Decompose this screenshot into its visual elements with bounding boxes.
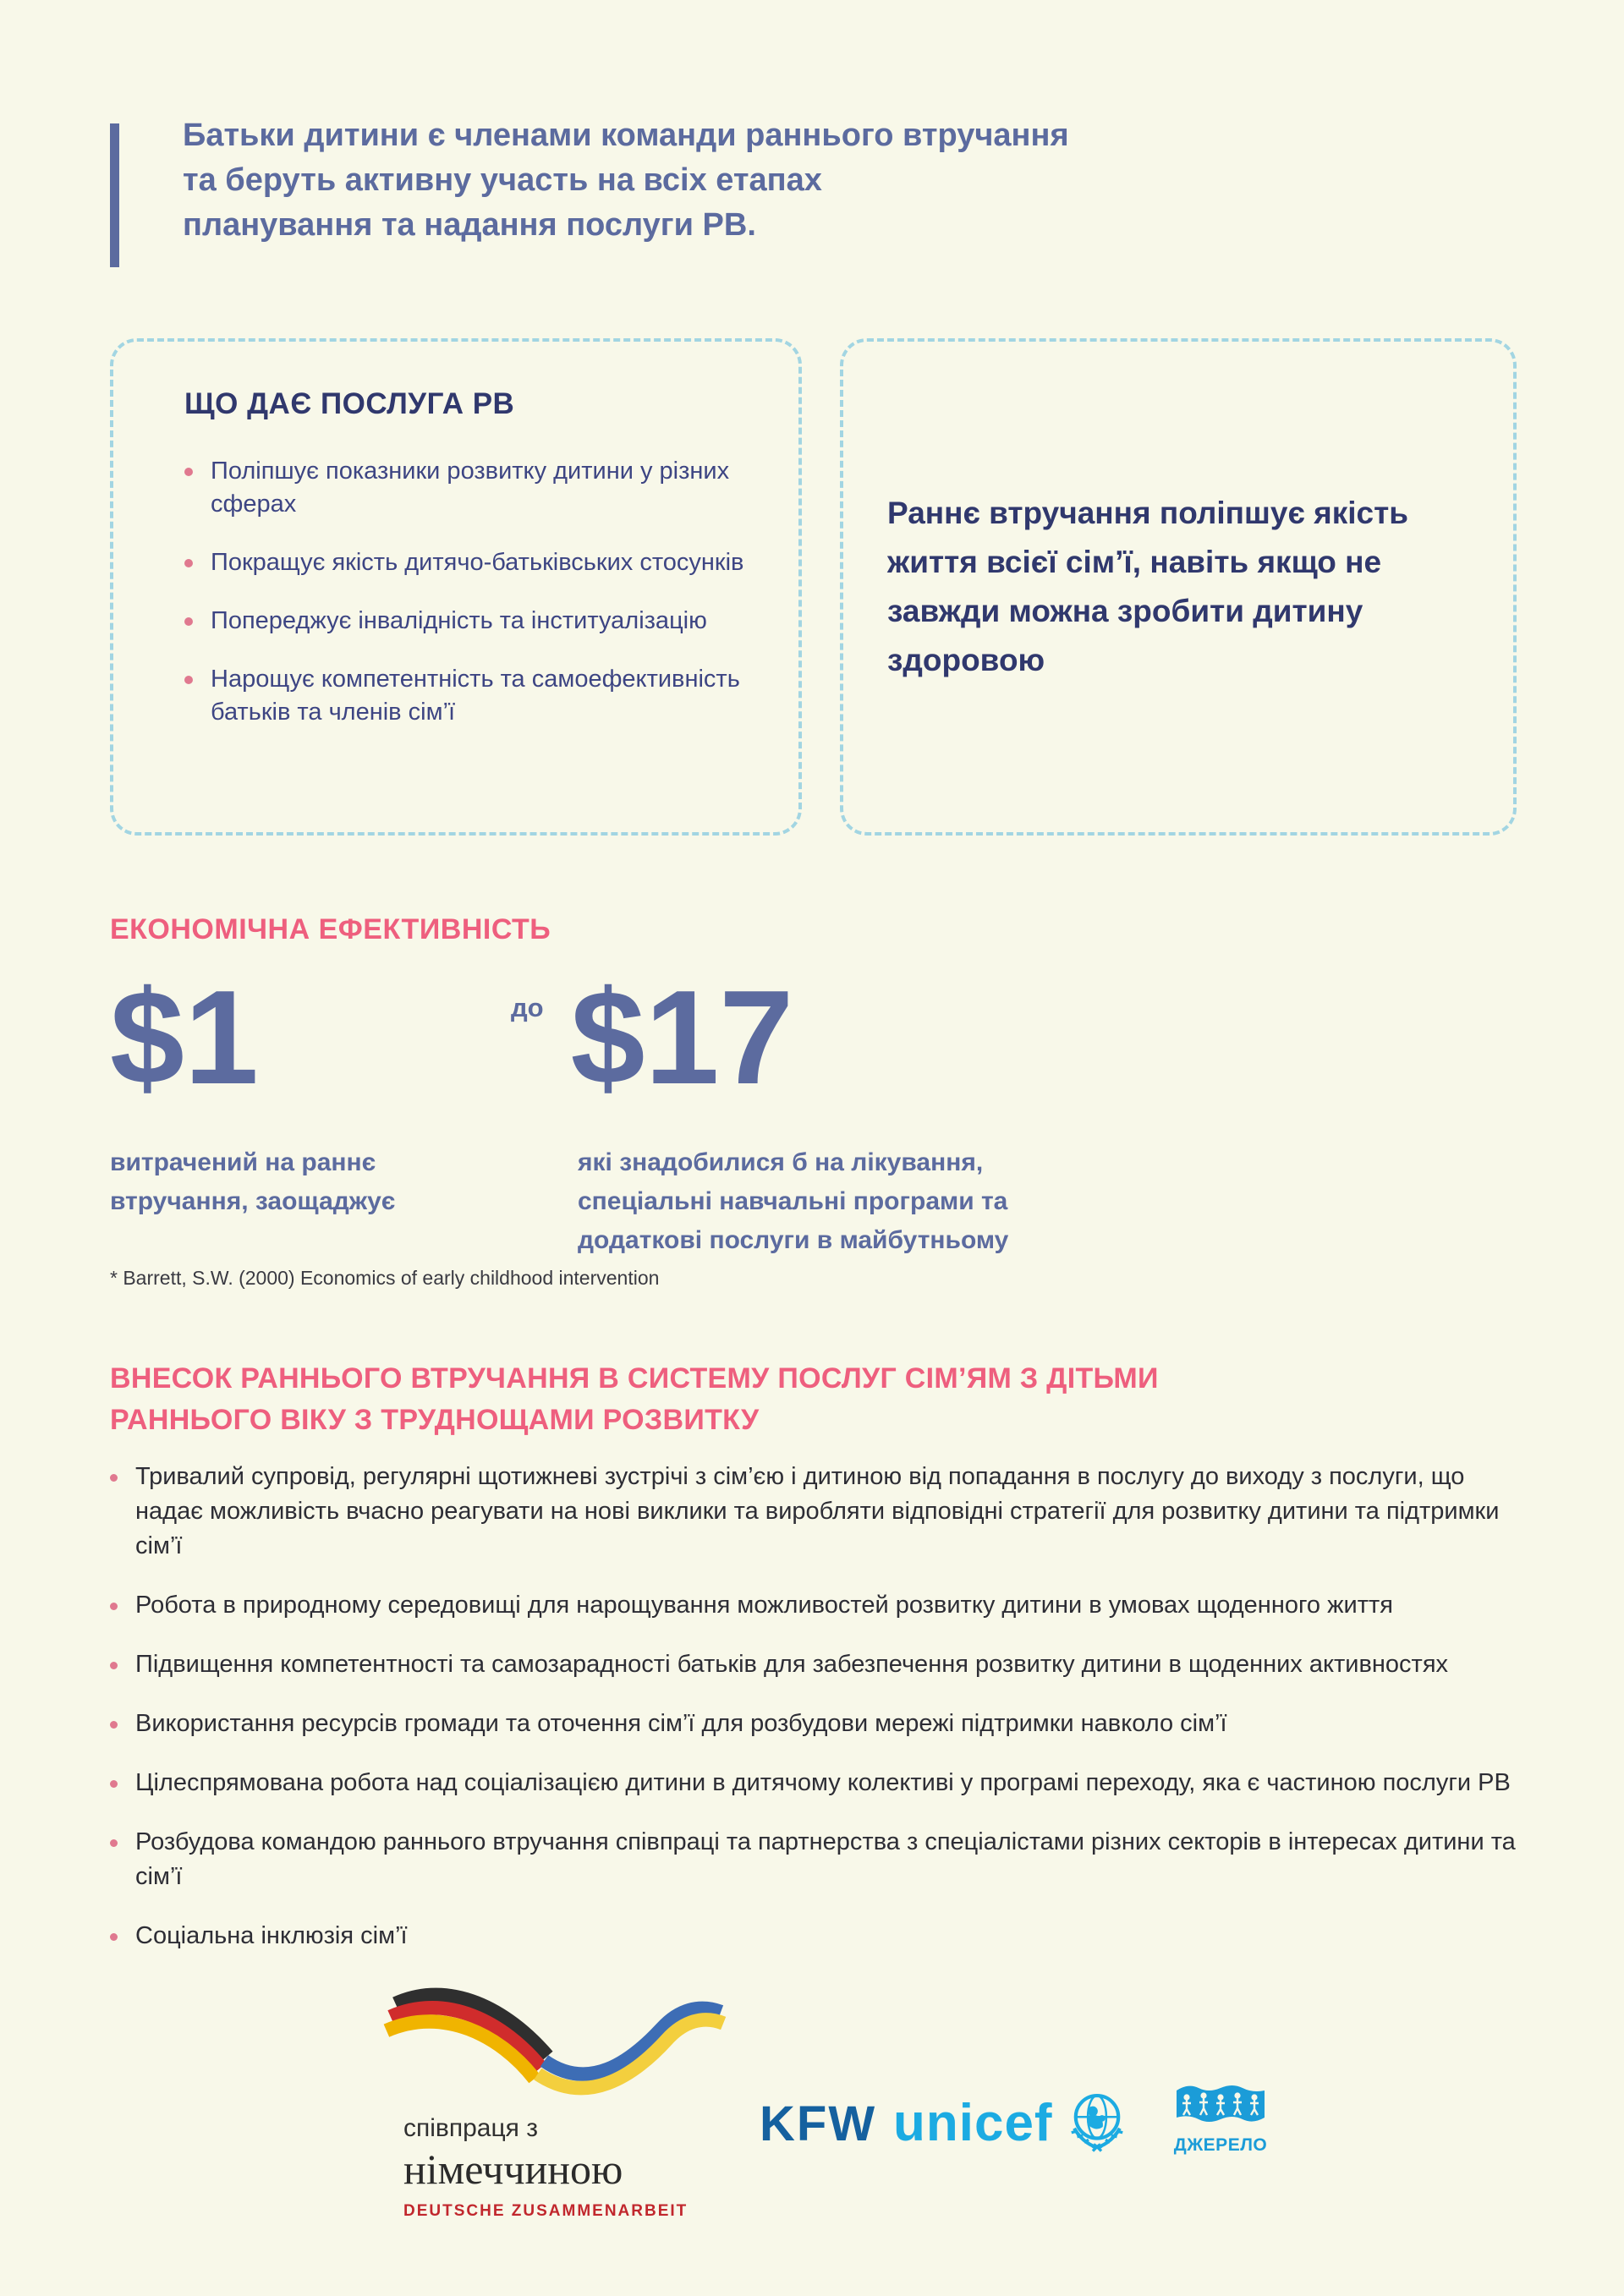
economics-section-title: ЕКОНОМІЧНА ЕФЕКТИВНІСТЬ [110,913,551,945]
source-footnote: * Barrett, S.W. (2000) Economics of early childhood intervention [110,1267,660,1289]
benefits-box-title: ЩО ДАЄ ПОСЛУГА РВ [184,387,515,420]
list-item-text: Робота в природному середовищі для нарощування можливостей розвитку дитини в умовах щоденного життя [135,1592,1393,1619]
list-item [184,663,752,729]
list-item [110,1588,1522,1623]
list-item-text: Поліпшує показники розвитку дитини у різних сферах [211,458,730,518]
list-item [110,1647,1522,1682]
list-item-text: Цілеспрямована робота над соціалізацією дитини в дитячому колективі у програмі переходу, яка є частиною послуги РВ [135,1769,1511,1796]
list-item-text: Покращує якість дитячо-батьківських стосунків [211,549,744,576]
german-logo-line1: співпраця з [403,2114,538,2142]
list-item-text: Попереджує інвалідність та інституалізацію [211,607,707,634]
bullet-dot-icon [110,1839,118,1847]
economics-amounts [110,963,794,1112]
benefits-list [184,455,752,729]
list-item [110,1766,1522,1800]
benefits-box [110,338,802,836]
list-item [184,605,752,638]
unicef-logo [893,2087,1133,2158]
dzherelo-figures-icon [1175,2079,1266,2129]
list-item-text: Тривалий супровід, регулярні щотижневі зустрічі з сім’єю і дитиною від попадання в послугу до виходу з послуги, що надає можливість вчасно реагувати на нові виклики та виробляти відповідні стратегії для розвитку дитини та підтримки сім’ї [135,1463,1500,1559]
unicef-wordmark: unicef [893,2093,1053,2152]
unicef-emblem-icon [1062,2087,1133,2158]
bullet-dot-icon [110,1474,118,1482]
contribution-list [110,1460,1522,1978]
bullet-dot-icon [110,1603,118,1610]
german-logo-text [382,2114,746,2221]
bullet-dot-icon [184,559,193,567]
amount-spent-caption: витрачений на раннє втручання, заощаджує [110,1148,396,1215]
amount-saved-caption: які знадобилися б на лікування, спеціальні навчальні програми та додаткові послуги в майбутньому [578,1148,1009,1254]
amount-to-label: до [511,993,544,1022]
bullet-dot-icon [110,1721,118,1729]
dzherelo-logo [1166,2079,1276,2156]
amount-saved-value: $17 [570,963,794,1112]
list-item [110,1825,1522,1894]
page-title-line: Батьки дитини є членами команди раннього втручання [183,118,1069,153]
contribution-section-title: ВНЕСОК РАННЬОГО ВТРУЧАННЯ В СИСТЕМУ ПОСЛУГ СІМ’ЯМ З ДІТЬМИ РАННЬОГО ВІКУ З ТРУДНОЩАМИ РОЗВИТКУ [110,1362,1159,1436]
bullet-dot-icon [184,617,193,626]
list-item-text: Розбудова командою раннього втручання співпраці та партнерства з спеціалістами різних секторів в інтересах дитини та сім’ї [135,1828,1516,1890]
bullet-dot-icon [184,468,193,476]
bullet-dot-icon [184,676,193,684]
list-item [110,1707,1522,1741]
page-title [183,113,1069,248]
german-cooperation-logo [382,1986,746,2221]
list-item-text: Використання ресурсів громади та оточення сім’ї для розбудови мережі підтримки навколо сім’ї [135,1710,1227,1737]
page-title-line: планування та надання послуги РВ. [183,207,756,243]
german-ukrainian-ribbon-icon [382,1986,729,2108]
dzherelo-wordmark: ДЖЕРЕЛО [1173,2135,1268,2155]
bullet-dot-icon [110,1780,118,1788]
german-logo-line3: DEUTSCHE ZUSAMMENARBEIT [403,2202,689,2220]
list-item [110,1460,1522,1564]
list-item-text: Соціальна інклюзія сім’ї [135,1922,408,1949]
quote-text: Раннє втручання поліпшує якість життя всієї сім’ї, навіть якщо не завжди можна зробити дитину здоровою [887,496,1408,677]
german-logo-line2: німеччиною [403,2145,623,2193]
list-item [184,546,752,579]
bullet-dot-icon [110,1933,118,1941]
headline-accent-bar [110,123,119,267]
list-item-text: Підвищення компетентності та самозарадності батьків для забезпечення розвитку дитини в щоденних активностях [135,1651,1449,1678]
list-item [184,455,752,521]
amount-spent-value: $1 [110,963,259,1112]
page-title-line: та беруть активну участь на всіх етапах [183,162,822,198]
bullet-dot-icon [110,1662,118,1669]
kfw-logo: KFW [760,2096,877,2151]
quote-box [840,338,1517,836]
list-item-text: Нарощує компетентність та самоефективність батьків та членів сім’ї [211,666,740,726]
list-item [110,1919,1522,1954]
